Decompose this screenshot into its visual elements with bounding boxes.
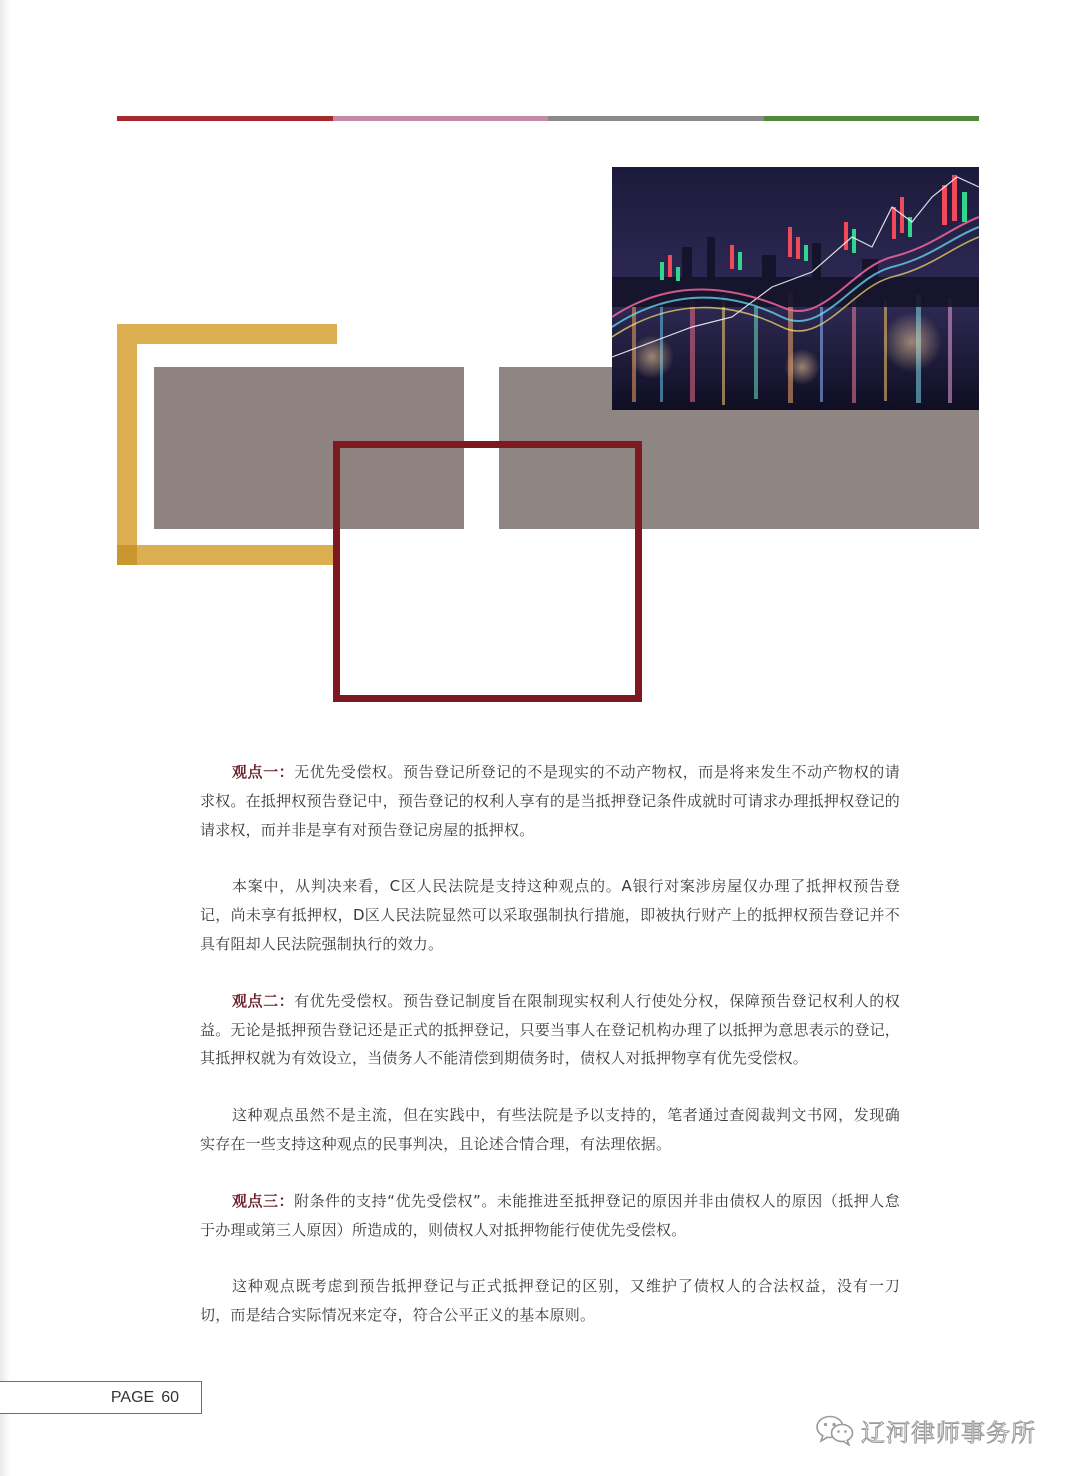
city-night-stock-chart-photo: [612, 167, 979, 410]
paragraph-text: 本案中，从判决来看，C区人民法院是支持这种观点的。A银行对案涉房屋仅办理了抵押权预告登记，尚未享有抵押权，D区人民法院显然可以采取强制执行措施，即被执行财产上的抵押权预告登记并不具有阻却人民法院强制执行的效力。: [200, 877, 900, 953]
rule-segment-red: [117, 116, 333, 121]
article-body: [200, 758, 900, 1358]
paragraph-text: 这种观点既考虑到预告抵押登记与正式抵押登记的区别，又维护了债权人的合法权益，没有一刀切，而是结合实际情况来定夺，符合公平正义的基本原则。: [200, 1277, 900, 1325]
paragraph-practice-note: [200, 1101, 900, 1159]
gold-bar-top: [117, 324, 337, 344]
paragraph-text: 附条件的支持“优先受偿权”。未能推进至抵押登记的原因并非由债权人的原因（抵押人怠于办理或第三人原因）所造成的，则债权人对抵押物能行使优先受偿权。: [200, 1191, 900, 1239]
top-color-rule: [117, 116, 979, 121]
rule-segment-green: [764, 116, 980, 121]
paragraph-text: 有优先受偿权。预告登记制度旨在限制现实权利人行使处分权，保障预告登记权利人的权益。无论是抵押预告登记还是正式的抵押登记，只要当事人在登记机构办理了以抵押为意思表示的登记，其抵押权就为有效设立，当债务人不能清偿到期债务时，债权人对抵押物享有优先受偿权。: [200, 991, 900, 1068]
paragraph-lead: 观点一：: [232, 763, 295, 781]
paragraph-text: 这种观点虽然不是主流，但在实践中，有些法院是予以支持的，笔者通过查阅裁判文书网，发现确实存在一些支持这种观点的民事判决，且论述合情合理，有法理依据。: [200, 1106, 900, 1153]
page-edge-shadow: [0, 0, 10, 1476]
brand-watermark: [815, 1410, 1036, 1450]
rule-segment-grey: [548, 116, 764, 121]
paragraph-viewpoint-1: [200, 758, 900, 844]
page-label: PAGE: [110, 1388, 155, 1406]
photo-illustration: [612, 167, 979, 410]
gold-bar-left: [117, 324, 137, 565]
paragraph-lead: 观点二：: [232, 991, 295, 1010]
wechat-icon: [815, 1414, 855, 1446]
paragraph-viewpoint-2: [200, 987, 900, 1073]
page-number: 60: [161, 1388, 179, 1406]
paragraph-conclusion: [200, 1272, 900, 1330]
brand-name: 辽河律师事务所: [861, 1418, 1036, 1447]
gold-bar-bottom: [117, 545, 337, 565]
paragraph-lead: 观点三：: [232, 1191, 295, 1210]
page-number-box: [0, 1381, 202, 1414]
rule-segment-pink: [333, 116, 549, 121]
paragraph-text: 无优先受偿权。预告登记所登记的不是现实的不动产物权，而是将来发生不动产物权的请求权。在抵押权预告登记中，预告登记的权利人享有的是当抵押登记条件成就时可请求办理抵押权登记的请求权，而并非是享有对预告登记房屋的抵押权。: [200, 763, 900, 839]
gold-corner: [117, 545, 137, 565]
paragraph-viewpoint-3: [200, 1187, 900, 1245]
red-square-frame: [333, 441, 642, 702]
paragraph-case-analysis: [200, 872, 900, 958]
